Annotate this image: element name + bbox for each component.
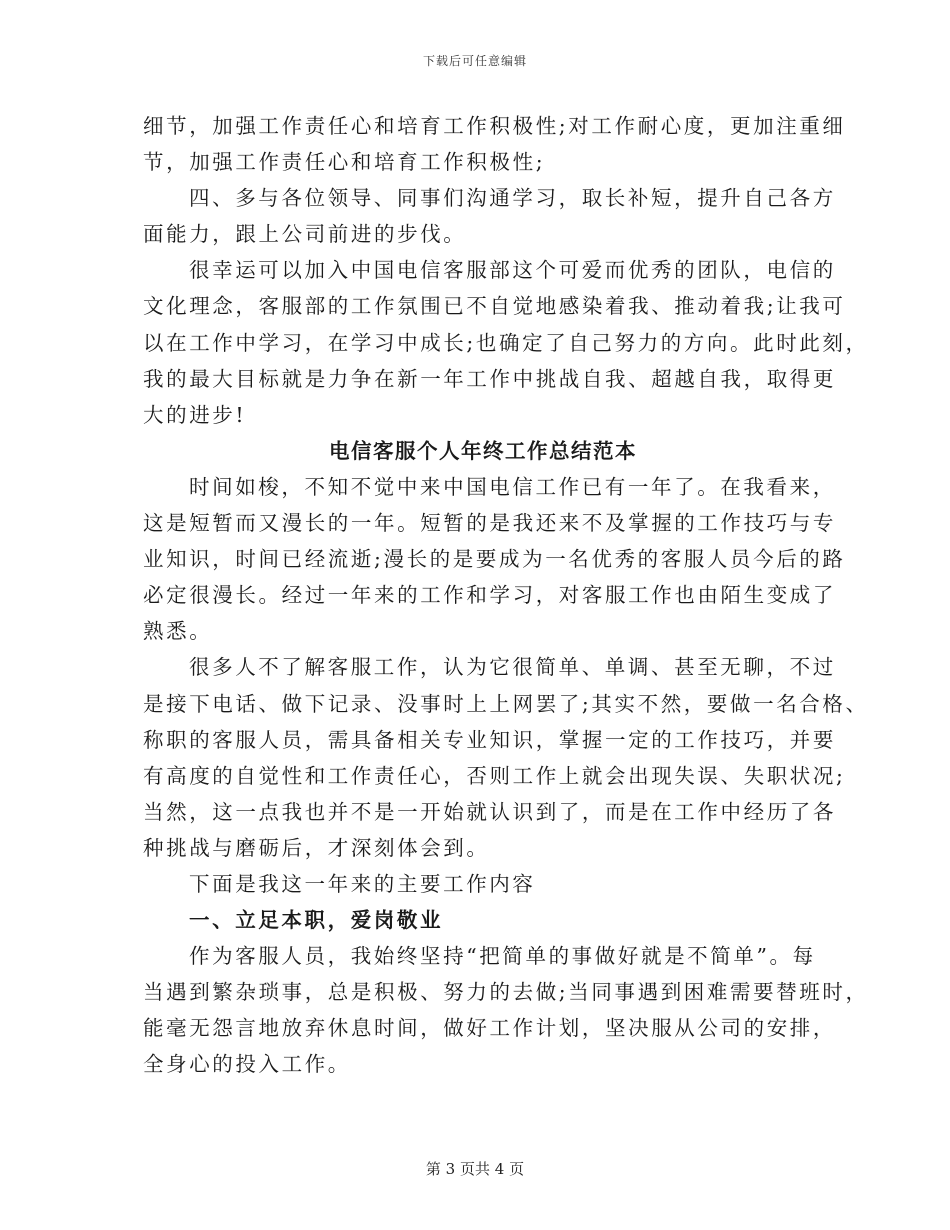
text-line: 细节，加强工作责任心和培育工作积极性;对工作耐心度，更加注重细: [143, 114, 846, 138]
text-line: 熟悉。: [143, 619, 213, 644]
text-line: 节，加强工作责任心和培育工作积极性;: [143, 150, 546, 175]
text-line: 很幸运可以加入中国电信客服部这个可爱而优秀的团队，电信的: [189, 258, 836, 283]
text-line: 面能力，跟上公司前进的步伐。: [143, 222, 467, 247]
text-line: 种挑战与磨砺后，才深刻体会到。: [143, 835, 490, 860]
page-header: 下载后可任意编辑: [422, 54, 527, 68]
text-line: 称职的客服人员，需具备相关专业知识，掌握一定的工作技巧，并要: [143, 727, 836, 752]
text-line: 大的进步!: [143, 402, 247, 427]
text-line: 全身心的投入工作。: [143, 1052, 351, 1077]
text-line: 时间如梭，不知不觉中来中国电信工作已有一年了。在我看来，: [189, 474, 836, 499]
document-body: [143, 108, 869, 1083]
text-line: 有高度的自觉性和工作责任心，否则工作上就会出现失误、失职状况;: [143, 763, 846, 788]
text-line: 这是短暂而又漫长的一年。短暂的是我还来不及掌握的工作技巧与专: [143, 511, 836, 536]
text-line: 下面是我这一年来的主要工作内容: [189, 871, 536, 896]
text-line: 很多人不了解客服工作，认为它很简单、单调、甚至无聊，不过: [189, 655, 836, 680]
text-line: 当遇到繁杂琐事，总是积极、努力的去做;当同事遇到困难需要替班时，: [143, 980, 869, 1005]
section-heading: 一、立足本职，爱岗敬业: [189, 908, 444, 933]
text-line: 四、多与各位领导、同事们沟通学习，取长补短，提升自己各方: [189, 186, 836, 211]
text-line: 是接下电话、做下记录、没事时上上网罢了;其实不然，要做一名合格、: [143, 691, 869, 716]
page-footer: 第 3 页共 4 页: [425, 1160, 525, 1178]
text-line: 能毫无怨言地放弃休息时间，做好工作计划，坚决服从公司的安排，: [143, 1016, 836, 1041]
text-line: 以在工作中学习，在学习中成长;也确定了自己努力的方向。此时此刻，: [143, 330, 869, 355]
text-line: 业知识，时间已经流逝;漫长的是要成为一名优秀的客服人员今后的路: [143, 547, 846, 572]
text-line: 必定很漫长。经过一年来的工作和学习，对客服工作也由陌生变成了: [143, 583, 836, 608]
text-line: 作为客服人员，我始终坚持“把简单的事做好就是不简单”。每: [189, 944, 816, 969]
text-line: 我的最大目标就是力争在新一年工作中挑战自我、超越自我，取得更: [143, 366, 836, 391]
document-title: 电信客服个人年终工作总结范本: [329, 438, 637, 463]
text-line: 当然，这一点我也并不是一开始就认识到了，而是在工作中经历了各: [143, 799, 836, 824]
text-line: 文化理念，客服部的工作氛围已不自觉地感染着我、推动着我;让我可: [143, 294, 846, 319]
